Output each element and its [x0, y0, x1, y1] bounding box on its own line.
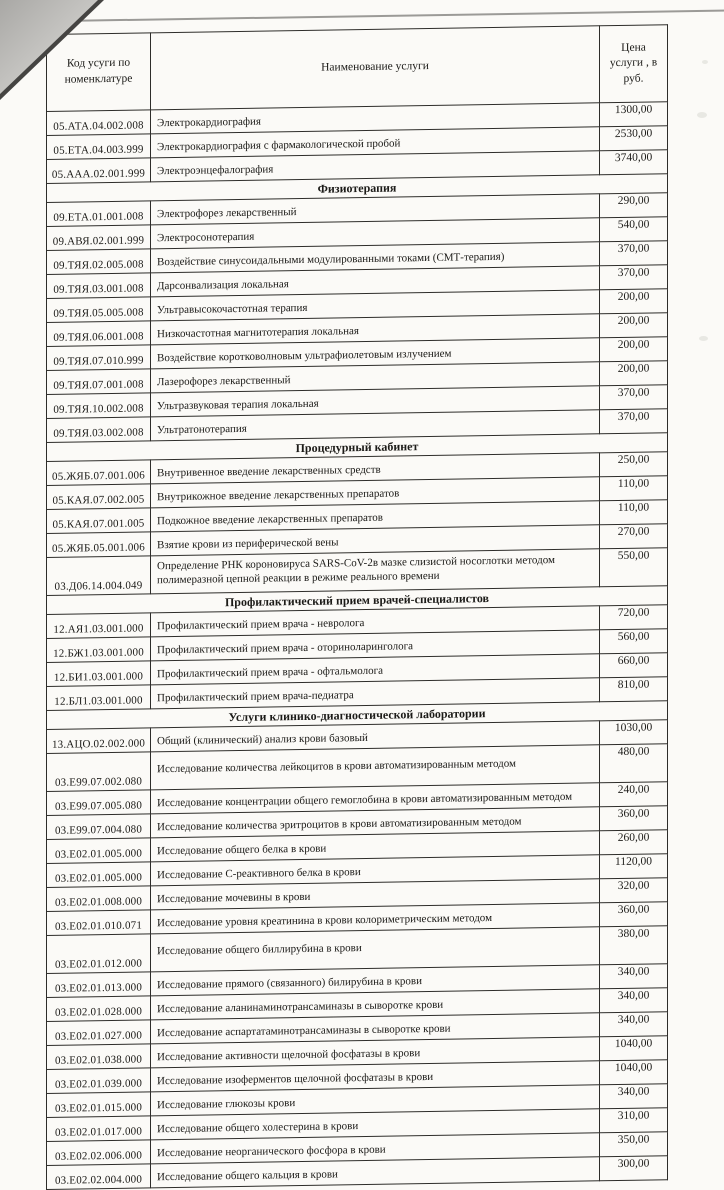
- service-price-cell: 340,00: [600, 1012, 668, 1037]
- service-name-cell: Исследование уровня креатинина в крови колориметрическим методом: [151, 903, 600, 934]
- col-header-price: Цена услуги , в руб.: [600, 25, 668, 103]
- service-price-cell: 540,00: [600, 217, 668, 242]
- service-price-cell: 110,00: [600, 476, 668, 501]
- service-price-cell: 660,00: [600, 653, 668, 678]
- service-price-cell: 290,00: [600, 193, 668, 218]
- service-price-cell: 320,00: [600, 878, 668, 903]
- service-price-cell: 2530,00: [600, 126, 668, 151]
- service-price-cell: 360,00: [600, 806, 668, 831]
- section-title: Процедурный кабинет: [47, 433, 668, 462]
- service-price-cell: 350,00: [600, 1132, 668, 1157]
- section-title: Профилактический прием врачей-специалистов: [47, 586, 668, 615]
- service-name-cell: Профилактический прием врача-педиатра: [151, 678, 600, 709]
- service-code-cell: 05.КАЯ.07.001.005: [47, 508, 151, 534]
- service-name-cell: Исследование общего кальция в крови: [151, 1157, 600, 1188]
- service-price-cell: 250,00: [600, 452, 668, 477]
- service-code-cell: 09.ТЯЯ.07.010.999: [47, 345, 151, 371]
- service-code-cell: 03.Е02.01.038.000: [47, 1044, 151, 1070]
- header-row: [47, 25, 668, 112]
- service-price-cell: 270,00: [600, 524, 668, 549]
- service-name-cell: Подкожное введение лекарственных препаратов: [151, 501, 600, 532]
- service-code-cell: 05.ЕТА.04.003.999: [47, 134, 151, 160]
- service-price-cell: 200,00: [600, 337, 668, 362]
- col-header-code: Код усуги по номенклатуре: [47, 33, 151, 112]
- service-code-cell: 13.АЦО.02.002.000: [47, 728, 151, 754]
- service-price-cell: 200,00: [600, 361, 668, 386]
- service-name-cell: Исследование общего белка в крови: [151, 831, 600, 862]
- service-code-cell: 09.ТЯЯ.05.005.008: [47, 297, 151, 323]
- service-price-cell: 1300,00: [600, 102, 668, 127]
- service-code-cell: 09.ТЯЯ.06.001.008: [47, 321, 151, 347]
- service-price-cell: 370,00: [600, 409, 668, 434]
- service-code-cell: 09.ТЯЯ.07.001.008: [47, 369, 151, 395]
- service-price-cell: 240,00: [600, 782, 668, 807]
- scan-noise-speck: [699, 336, 708, 341]
- service-price-cell: 3740,00: [600, 150, 668, 175]
- service-code-cell: 05.ААА.02.001.999: [47, 158, 151, 184]
- service-name-cell: Ультравысокочастотная терапия: [151, 290, 600, 321]
- service-price-cell: 550,00: [600, 548, 668, 587]
- service-code-cell: 05.ЖЯБ.07.001.006: [47, 460, 151, 486]
- section-title: Физиотерапия: [47, 174, 668, 203]
- price-table-header: [47, 25, 668, 112]
- service-code-cell: 03.Д06.14.004.049: [47, 556, 151, 596]
- service-name-cell: Лазерофорез лекарственный: [151, 362, 600, 393]
- service-name-cell: Исследование изоферментов щелочной фосфатазы в крови: [151, 1061, 600, 1092]
- service-code-cell: 03.Е02.01.012.000: [47, 934, 151, 974]
- service-code-cell: 03.Е02.01.039.000: [47, 1068, 151, 1094]
- service-price-cell: 360,00: [600, 902, 668, 927]
- service-name-cell: Определение РНК короновируса SARS-CoV-2в мазке слизистой носоглотки методом полимеразной цепной реакции в режиме реального времени: [151, 549, 600, 594]
- service-name-cell: Исследование аланинаминотрансаминазы в сыворотке крови: [151, 989, 600, 1020]
- service-price-cell: 200,00: [600, 289, 668, 314]
- service-code-cell: 03.Е99.07.004.080: [47, 814, 151, 840]
- scan-noise-speck: [702, 60, 708, 64]
- service-code-cell: 09.ТЯЯ.10.002.008: [47, 393, 151, 419]
- service-code-cell: 03.Е02.01.010.071: [47, 910, 151, 936]
- service-name-cell: Профилактический прием врача - невролога: [151, 606, 600, 637]
- service-name-cell: Электрофорез лекарственный: [151, 194, 600, 225]
- service-name-cell: Исследование аспартатаминотрансаминазы в сыворотке крови: [151, 1013, 600, 1044]
- service-code-cell: 03.Е02.01.008.000: [47, 886, 151, 912]
- service-code-cell: 03.Е02.02.006.000: [47, 1140, 151, 1166]
- price-table-body: [47, 102, 668, 1190]
- service-price-cell: 110,00: [600, 500, 668, 525]
- service-name-cell: Электрокардиография с фармакологической пробой: [151, 127, 600, 158]
- service-code-cell: 05.ЖЯБ.05.001.006: [47, 532, 151, 558]
- service-code-cell: 03.Е02.01.027.000: [47, 1020, 151, 1046]
- service-name-cell: Исследование количества лейкоцитов в крови автоматизированным методом: [151, 745, 600, 790]
- service-name-cell: Дарсонвализация локальная: [151, 266, 600, 297]
- service-price-cell: 380,00: [600, 926, 668, 965]
- service-code-cell: 12.БЖ1.03.001.000: [47, 637, 151, 663]
- service-price-cell: 480,00: [600, 744, 668, 783]
- service-code-cell: 09.ТЯЯ.02.005.008: [47, 249, 151, 275]
- service-name-cell: Электрокардиография: [151, 103, 600, 134]
- service-name-cell: Профилактический прием врача - офтальмолога: [151, 654, 600, 685]
- service-name-cell: Низкочастотная магнитотерапия локальная: [151, 314, 600, 345]
- service-price-cell: 1120,00: [600, 854, 668, 879]
- service-name-cell: Воздействие коротковолновым ультрафиолетовым излучением: [151, 338, 600, 369]
- service-price-cell: 340,00: [600, 1084, 668, 1109]
- price-table: [46, 24, 668, 1190]
- service-code-cell: 03.Е02.01.013.000: [47, 972, 151, 998]
- service-code-cell: 12.БЛ1.03.001.000: [47, 685, 151, 711]
- service-name-cell: Исследование неорганического фосфора в крови: [151, 1133, 600, 1164]
- service-name-cell: Исследование мочевины в крови: [151, 879, 600, 910]
- service-code-cell: 03.Е02.01.017.000: [47, 1116, 151, 1142]
- service-price-cell: 1030,00: [600, 720, 668, 745]
- service-price-cell: 370,00: [600, 241, 668, 266]
- service-code-cell: 03.Е02.02.004.000: [47, 1164, 151, 1190]
- service-price-cell: 260,00: [600, 830, 668, 855]
- service-price-cell: 720,00: [600, 605, 668, 630]
- page-corner-fold: [0, 0, 130, 110]
- service-code-cell: 03.Е02.01.005.000: [47, 862, 151, 888]
- service-name-cell: Профилактический прием врача - оториноларинголога: [151, 630, 600, 661]
- service-price-cell: 200,00: [600, 313, 668, 338]
- service-price-cell: 560,00: [600, 629, 668, 654]
- service-name-cell: Ультразвуковая терапия локальная: [151, 386, 600, 417]
- service-name-cell: Исследование общего холестерина в крови: [151, 1109, 600, 1140]
- service-name-cell: Воздействие синусоидальными модулированными токами (СМТ-терапия): [151, 242, 600, 273]
- service-code-cell: 09.ЕТА.01.001.008: [47, 201, 151, 227]
- col-header-name: Наименование услуги: [151, 26, 600, 110]
- service-name-cell: Исследование глюкозы крови: [151, 1085, 600, 1116]
- service-price-cell: 340,00: [600, 964, 668, 989]
- service-name-cell: Общий (клинический) анализ крови базовый: [151, 721, 600, 752]
- service-name-cell: Исследование прямого (связанного) билирубина в крови: [151, 965, 600, 996]
- service-name-cell: Ультратонотерапия: [151, 410, 600, 441]
- service-name-cell: Взятие крови из периферической вены: [151, 525, 600, 556]
- service-price-cell: 810,00: [600, 677, 668, 702]
- service-code-cell: 03.Е02.01.005.000: [47, 838, 151, 864]
- service-price-cell: 1040,00: [600, 1036, 668, 1061]
- service-price-cell: 1040,00: [600, 1060, 668, 1085]
- service-price-cell: 300,00: [600, 1156, 668, 1181]
- service-name-cell: Исследование активности щелочной фосфатазы в крови: [151, 1037, 600, 1068]
- service-name-cell: Электроэнцефалография: [151, 151, 600, 182]
- service-code-cell: 12.АЯ1.03.001.000: [47, 613, 151, 639]
- service-name-cell: Исследование количества эритроцитов в крови автоматизированным методом: [151, 807, 600, 838]
- service-name-cell: Исследование общего биллирубина в крови: [151, 927, 600, 972]
- service-code-cell: 05.КАЯ.07.002.005: [47, 484, 151, 510]
- document-sheet: [46, 24, 668, 1190]
- service-price-cell: 340,00: [600, 988, 668, 1013]
- service-code-cell: 12.БИ1.03.001.000: [47, 661, 151, 687]
- service-code-cell: 03.Е02.01.015.000: [47, 1092, 151, 1118]
- service-name-cell: Исследование концентрации общего гемоглобина в крови автоматизированным методом: [151, 783, 600, 814]
- section-title: Услуги клинико-диагностической лаборатории: [47, 701, 668, 730]
- service-code-cell: 09.АВЯ.02.001.999: [47, 225, 151, 251]
- service-code-cell: 03.Е99.07.002.080: [47, 752, 151, 792]
- service-price-cell: 370,00: [600, 385, 668, 410]
- service-code-cell: 09.ТЯЯ.03.001.008: [47, 273, 151, 299]
- service-code-cell: 03.Е99.07.005.080: [47, 790, 151, 816]
- service-code-cell: 03.Е02.01.028.000: [47, 996, 151, 1022]
- page-edge-line: [60, 10, 724, 22]
- service-name-cell: Внутривенное введение лекарственных средств: [151, 453, 600, 484]
- service-name-cell: Исследование С-реактивного белка в крови: [151, 855, 600, 886]
- service-price-cell: 370,00: [600, 265, 668, 290]
- scan-noise-speck: [697, 112, 707, 118]
- service-name-cell: Электросонотерапия: [151, 218, 600, 249]
- service-code-cell: 05.АТА.04.002.008: [47, 110, 151, 136]
- service-price-cell: 310,00: [600, 1108, 668, 1133]
- corner-fold-face: [0, 0, 130, 110]
- service-code-cell: 09.ТЯЯ.03.002.008: [47, 417, 151, 443]
- service-name-cell: Внутрикожное введение лекарственных препаратов: [151, 477, 600, 508]
